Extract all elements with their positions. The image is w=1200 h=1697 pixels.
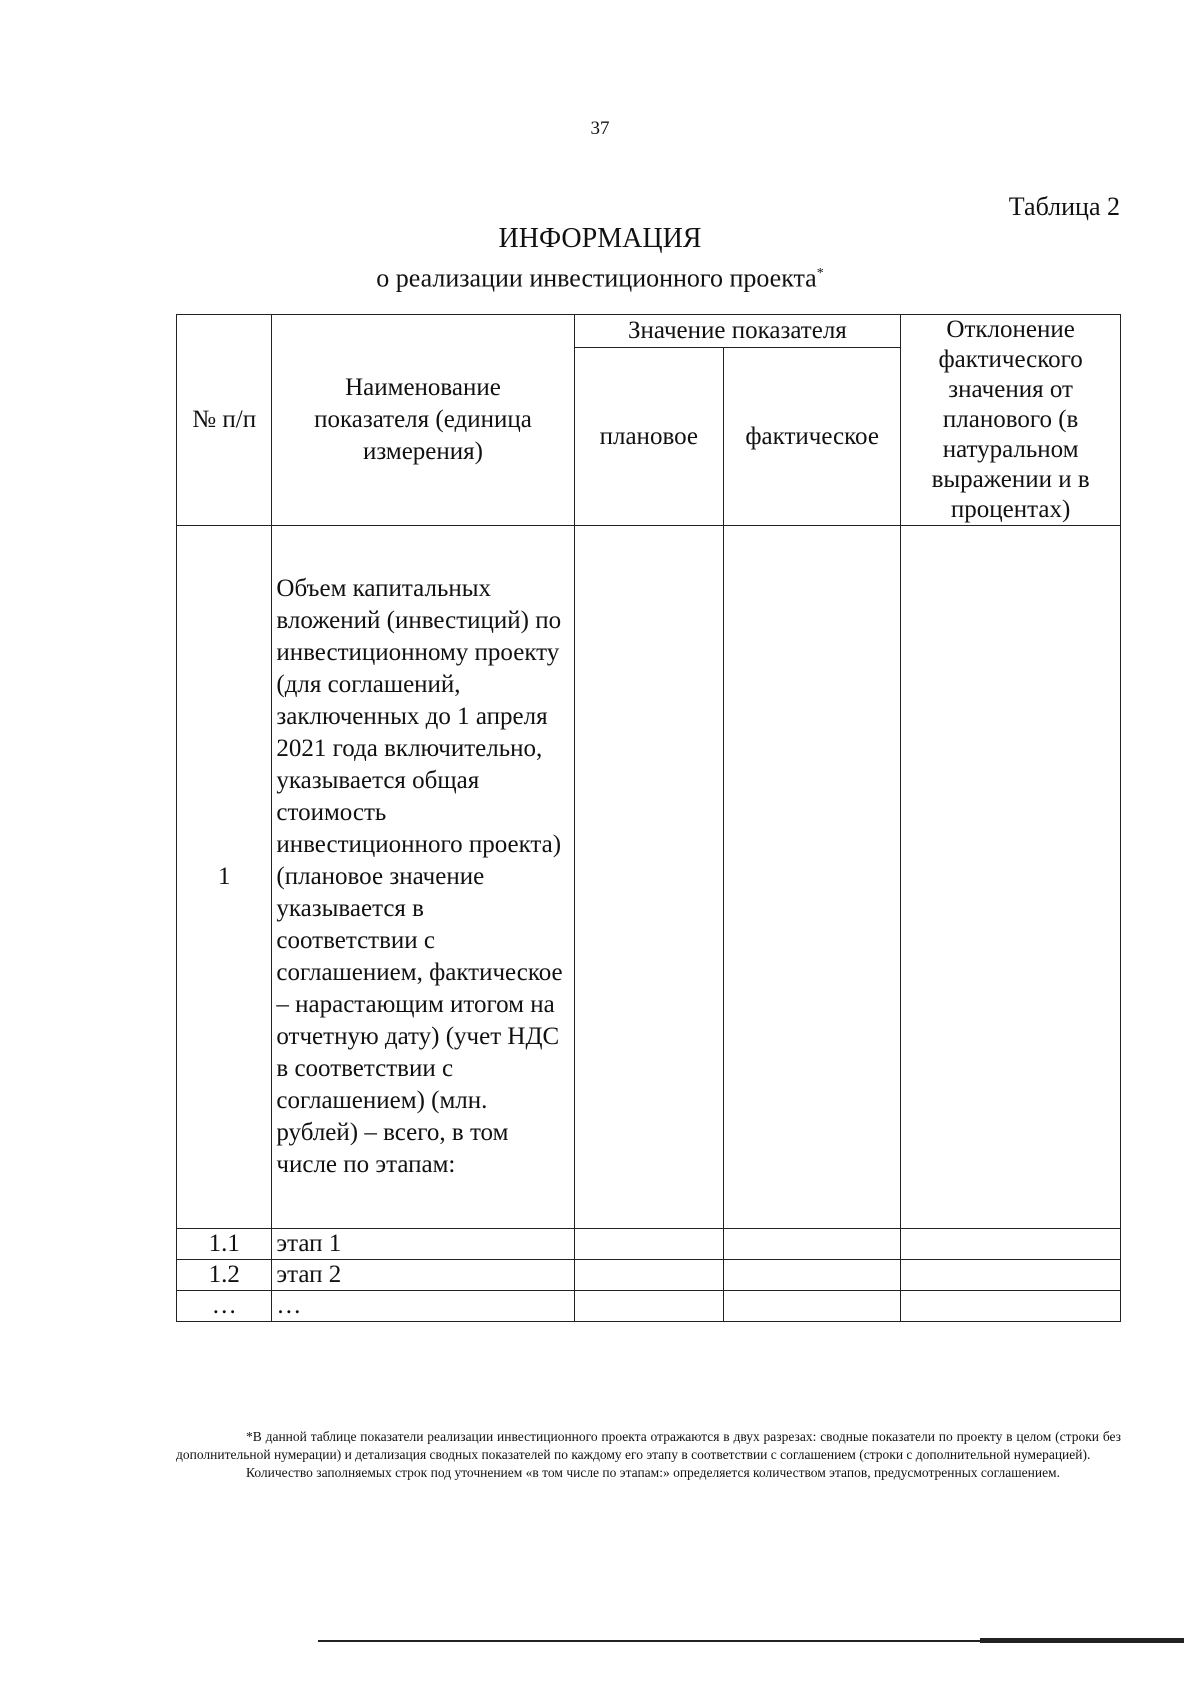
row-deviation — [901, 1229, 1121, 1260]
row-deviation — [901, 1260, 1121, 1291]
row-num: … — [177, 1291, 272, 1322]
bottom-rule-thick — [980, 1638, 1184, 1643]
table-row — [177, 526, 1121, 1229]
row-plan — [574, 1260, 724, 1291]
header-name: Наименование показателя (единица измерения) — [272, 315, 574, 526]
row-num: 1.2 — [177, 1260, 272, 1291]
row-plan — [574, 526, 724, 1229]
document-subtitle — [0, 258, 1200, 295]
header-value-group: Значение показателя — [574, 315, 901, 348]
row-plan — [574, 1291, 724, 1322]
footnote-paragraph-2: Количество заполняемых строк под уточнением «в том числе по этапам:» определяется количеством этапов, предусмотренных соглашением. — [246, 1465, 1060, 1480]
header-row-1 — [177, 315, 1121, 348]
row-deviation — [901, 1291, 1121, 1322]
row-fact — [724, 1260, 901, 1291]
row-name: … — [272, 1291, 574, 1322]
row-fact — [724, 526, 901, 1229]
header-plan: плановое — [574, 348, 724, 526]
page-number: 37 — [590, 118, 610, 139]
row-deviation — [901, 526, 1121, 1229]
header-fact: фактическое — [724, 348, 901, 526]
header-deviation: Отклонение фактического значения от планового (в натуральном выражении и в процентах) — [901, 315, 1121, 526]
row-fact — [724, 1291, 901, 1322]
row-num: 1 — [177, 526, 272, 1229]
document-title: ИНФОРМАЦИЯ — [498, 223, 702, 254]
row-fact — [724, 1229, 901, 1260]
table-row — [177, 1291, 1121, 1322]
footnote — [176, 1428, 1121, 1482]
row-name: этап 1 — [272, 1229, 574, 1260]
footnote-mark: * — [816, 266, 824, 281]
row-name: этап 2 — [272, 1260, 574, 1291]
table-row — [177, 1229, 1121, 1260]
row-num: 1.1 — [177, 1229, 272, 1260]
table-label: Таблица 2 — [1008, 192, 1120, 221]
row-plan — [574, 1229, 724, 1260]
subtitle-text: о реализации инвестиционного проекта — [376, 263, 817, 293]
investment-report-table — [176, 314, 1121, 1322]
row-name: Объем капитальных вложений (инвестиций) по инвестиционному проекту (для соглашений, заключенных до 1 апреля 2021 года включительно, указывается общая стоимость инвестиционного проекта) (плановое значение указывается в соответствии с соглашением, фактическое – нарастающим итогом на отчетную дату) (учет НДС в соответствии с соглашением) (млн. рублей) – всего, в том числе по этапам: — [272, 526, 574, 1229]
footnote-paragraph-1: *В данной таблице показатели реализации инвестиционного проекта отражаются в двух разрезах: сводные показатели по проекту в целом (строки без дополнительной нумерации) и детализация сводных показателей по каждому его этапу в соответствии с соглашением (строки с дополнительной нумерацией). — [176, 1429, 1121, 1462]
header-num: № п/п — [177, 315, 272, 526]
table-row — [177, 1260, 1121, 1291]
